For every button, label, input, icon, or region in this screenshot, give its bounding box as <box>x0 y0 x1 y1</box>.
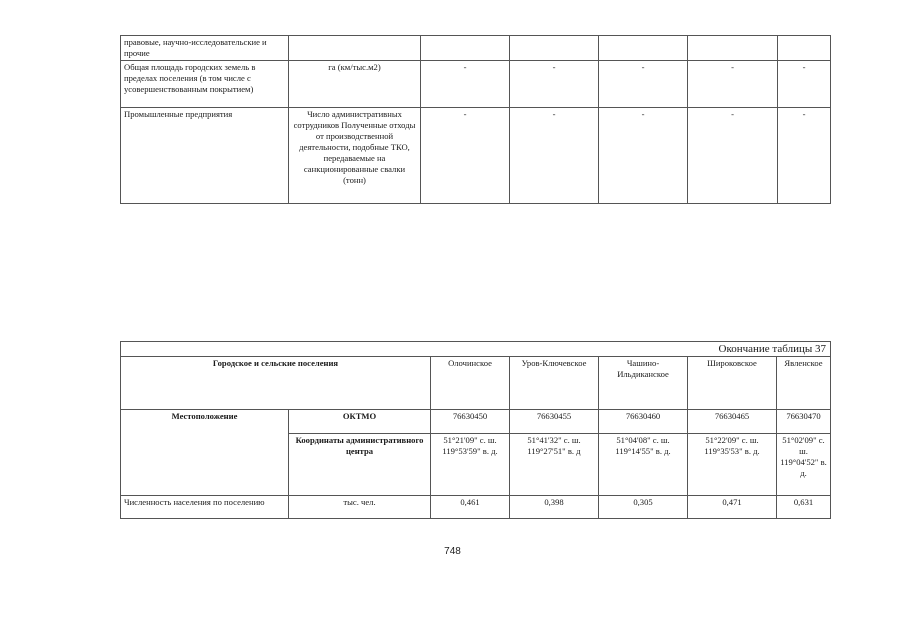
oktmo-value: 76630450 <box>431 410 510 434</box>
indicators-table-fragment <box>120 35 831 204</box>
value-cell: - <box>688 108 778 204</box>
population-value: 0,631 <box>777 496 831 519</box>
value-cell <box>599 36 688 61</box>
value-cell <box>778 36 831 61</box>
header-row <box>121 357 831 410</box>
value-cell: - <box>510 61 599 108</box>
value-cell: - <box>778 108 831 204</box>
oktmo-value: 76630470 <box>777 410 831 434</box>
table-caption-row <box>121 342 831 357</box>
value-cell <box>421 36 510 61</box>
table-row <box>121 61 831 108</box>
value-cell: - <box>510 108 599 204</box>
population-unit: тыс. чел. <box>289 496 431 519</box>
oktmo-label: ОКТМО <box>289 410 431 434</box>
population-value: 0,398 <box>510 496 599 519</box>
indicator-unit <box>289 36 421 61</box>
value-cell: - <box>421 61 510 108</box>
coords-value: 51°41'32" с. ш. 119°27'51" в. д <box>510 434 599 496</box>
location-label: Местоположение <box>121 410 289 496</box>
table-caption: Окончание таблицы 37 <box>121 342 831 357</box>
table-row <box>121 36 831 61</box>
indicator-unit: Число административных сотрудников Полученные отходы от производственной деятельности, подобные ТКО, передаваемые на санкционированные свалки (тонн) <box>289 108 421 204</box>
header-label: Городское и сельские поселения <box>121 357 431 410</box>
table-row <box>121 410 831 434</box>
coords-value: 51°22'09" с. ш. 119°35'53" в. д. <box>688 434 777 496</box>
settlement-header: Уров-Ключевское <box>510 357 599 410</box>
coords-label: Координаты административного центра <box>289 434 431 496</box>
value-cell: - <box>778 61 831 108</box>
settlement-header: Широковское <box>688 357 777 410</box>
coords-value: 51°04'08" с. ш. 119°14'55" в. д. <box>599 434 688 496</box>
indicator-unit: га (км/тыс.м2) <box>289 61 421 108</box>
oktmo-value: 76630460 <box>599 410 688 434</box>
value-cell: - <box>599 61 688 108</box>
oktmo-value: 76630455 <box>510 410 599 434</box>
settlement-header: Явленское <box>777 357 831 410</box>
population-label: Численность населения по поселению <box>121 496 289 519</box>
page-number: 748 <box>444 546 461 557</box>
population-value: 0,305 <box>599 496 688 519</box>
value-cell <box>688 36 778 61</box>
oktmo-value: 76630465 <box>688 410 777 434</box>
settlements-table <box>120 341 831 519</box>
indicator-name: правовые, научно-исследовательские и прочие <box>121 36 289 61</box>
value-cell: - <box>688 61 778 108</box>
value-cell: - <box>599 108 688 204</box>
table-row <box>121 108 831 204</box>
population-value: 0,471 <box>688 496 777 519</box>
settlement-header: Олочинское <box>431 357 510 410</box>
population-value: 0,461 <box>431 496 510 519</box>
value-cell <box>510 36 599 61</box>
coords-value: 51°21'09" с. ш. 119°53'59" в. д. <box>431 434 510 496</box>
table-row <box>121 496 831 519</box>
settlement-header: Чашино-Ильдиканское <box>599 357 688 410</box>
indicator-name: Промышленные предприятия <box>121 108 289 204</box>
coords-value: 51°02'09" с. ш. 119°04'52" в. д. <box>777 434 831 496</box>
value-cell: - <box>421 108 510 204</box>
indicator-name: Общая площадь городских земель в пределах поселения (в том числе с усовершенствованным покрытием) <box>121 61 289 108</box>
